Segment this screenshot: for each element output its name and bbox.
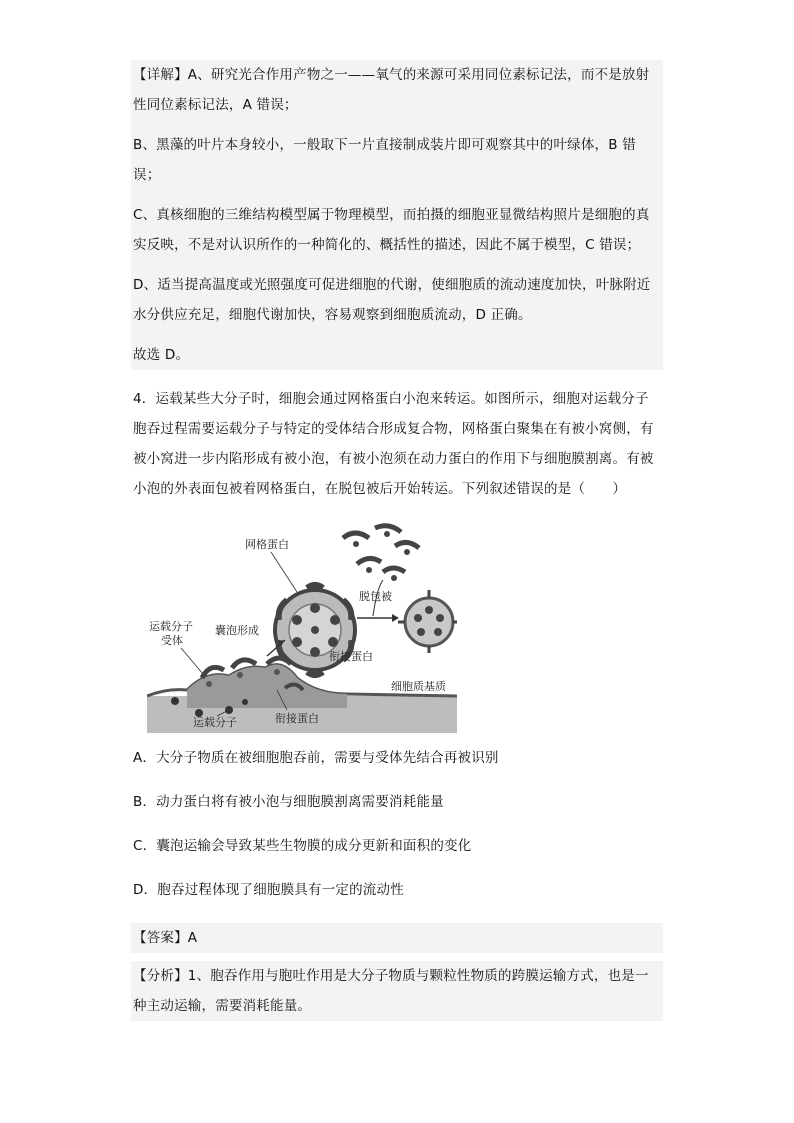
analysis-paragraph-1: 【分析】1、胞吞作用与胞吐作用是大分子物质与颗粒性物质的跨膜运输方式，也是一种主动运输，需要消耗能量。 <box>133 968 649 1014</box>
detail-paragraph-b: B、黑藻的叶片本身较小，一般取下一片直接制成装片即可观察其中的叶绿体，B 错误； <box>133 137 636 183</box>
question-stem: 4．运载某些大分子时，细胞会通过网格蛋白小泡来转运。如图所示，细胞对运载分子胞吞过程需要运载分子与特定的受体结合形成复合物，网格蛋白聚集在有被小窝侧，有被小窝进一步内陷形成有被小泡，有被小泡须在动力蛋白的作用下与细胞膜割离。有被小泡的外表面包被着网格蛋白，在脱包被后开始转运。下列叙述错误的是（ ） <box>133 391 654 497</box>
label-clathrin: 网格蛋白 <box>245 538 289 551</box>
options-list <box>131 747 663 901</box>
answer-section <box>131 923 663 953</box>
label-uncoat: 脱包被 <box>359 590 392 603</box>
label-cargo-receptor-line2: 受体 <box>161 634 183 647</box>
label-adaptor-bottom: 衔接蛋白 <box>275 712 319 725</box>
answer-text: 【答案】A <box>133 930 198 946</box>
detail-paragraph-a: 【详解】A、研究光合作用产物之一——氧气的来源可采用同位素标记法，而不是放射性同位素标记法，A 错误； <box>133 67 650 113</box>
option-a: A．大分子物质在被细胞胞吞前，需要与受体先结合再被识别 <box>133 750 499 766</box>
option-d: D．胞吞过程体现了细胞膜具有一定的流动性 <box>133 882 404 898</box>
label-adaptor-right: 衔接蛋白 <box>329 650 373 663</box>
detail-section <box>131 60 663 370</box>
analysis-section <box>131 961 663 1021</box>
label-vesicle-forming: 囊泡形成 <box>215 624 259 637</box>
endocytosis-diagram <box>147 518 457 733</box>
label-cytoplasm: 细胞质基质 <box>391 680 446 693</box>
detail-paragraph-c: C、真核细胞的三维结构模型属于物理模型，而拍摄的细胞亚显微结构照片是细胞的真实反映，不是对认识所作的一种简化的、概括性的描述，因此不属于模型，C 错误； <box>133 207 650 253</box>
uncoated-vesicle <box>398 590 457 653</box>
option-c: C．囊泡运输会导致某些生物膜的成分更新和面积的变化 <box>133 838 472 854</box>
detail-conclusion: 故选 D。 <box>133 347 190 363</box>
option-b: B．动力蛋白将有被小泡与细胞膜割离需要消耗能量 <box>133 794 444 810</box>
document-page <box>131 60 663 1021</box>
label-cargo-receptor-line1: 运载分子 <box>149 620 193 633</box>
cargo-molecule <box>242 699 248 705</box>
released-clathrin <box>343 526 419 572</box>
label-cargo: 运载分子 <box>193 716 237 729</box>
endocytosis-figure <box>147 518 457 733</box>
detail-paragraph-d: D、适当提高温度或光照强度可促进细胞的代谢，使细胞质的流动速度加快，叶脉附近水分供应充足，细胞代谢加快，容易观察到细胞质流动，D 正确。 <box>133 277 651 323</box>
cargo-molecule <box>171 697 179 705</box>
